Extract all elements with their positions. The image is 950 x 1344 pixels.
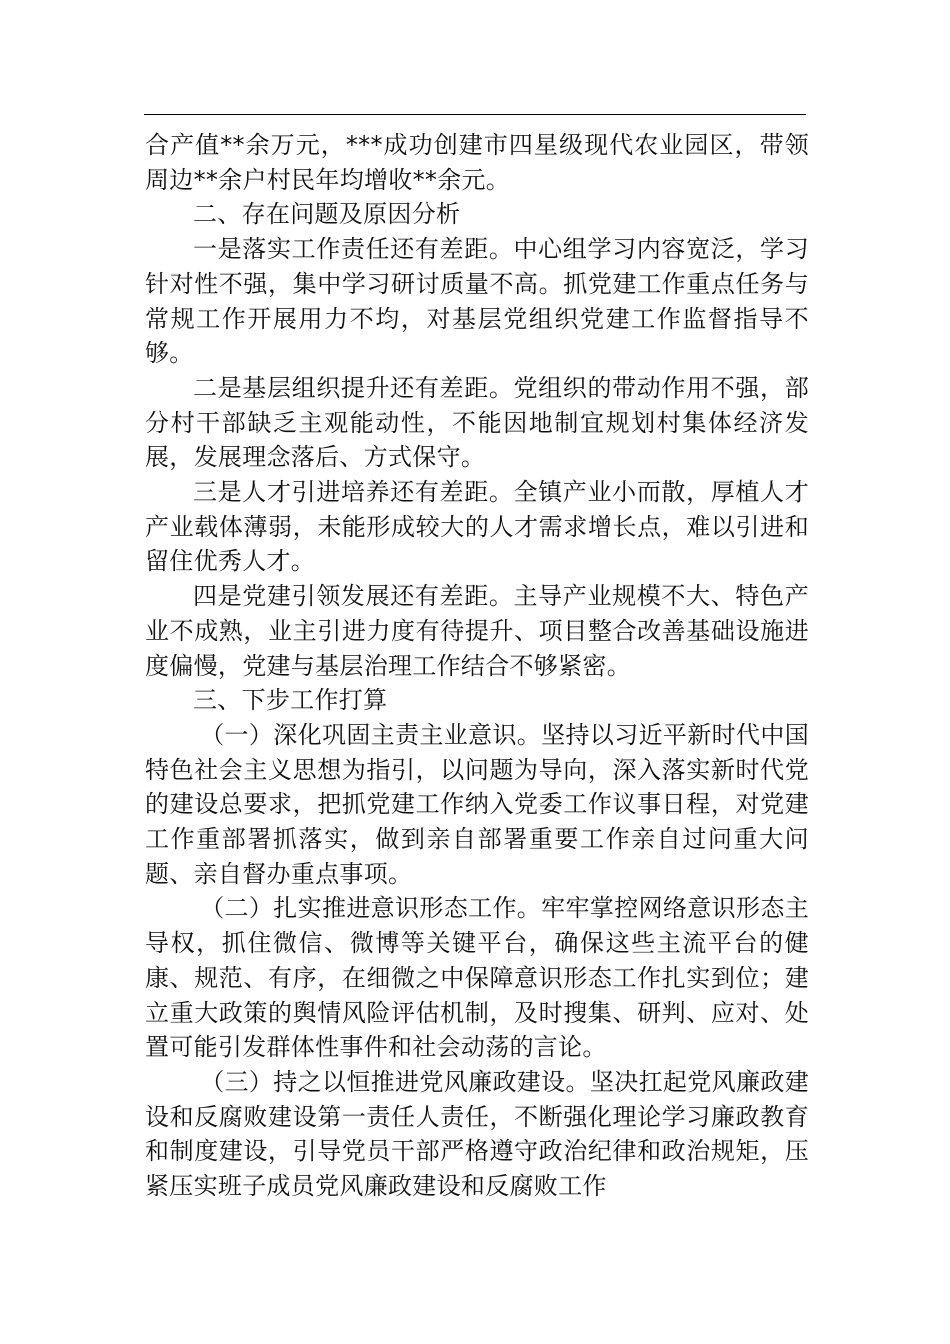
header-rule: [144, 114, 806, 115]
paragraph-organization-gap: 二是基层组织提升还有差距。党组织的带动作用不强，部分村干部缺乏主观能动性，不能因地制宜规划村集体经济发展，发展理念落后、方式保守。: [145, 373, 809, 472]
section-heading-next-steps: 三、下步工作打算: [193, 686, 388, 715]
paragraph-talent-gap: 三是人才引进培养还有差距。全镇产业小而散，厚植人才产业载体薄弱，未能形成较大的人才需求增长点，难以引进和留住优秀人才。: [145, 478, 809, 576]
paragraph-plan-3: （三）持之以恒推进党风廉政建设。坚决扛起党风廉政建设和反腐败建设第一责任人责任，不断强化理论学习廉政教育和制度建设，引导党员干部严格遵守政治纪律和政治规矩，压紧压实班子成员党风廉政建设和反腐败工作: [145, 1067, 809, 1201]
paragraph-development-gap: 四是党建引领发展还有差距。主导产业规模不大、特色产业不成熟，业主引进力度有待提升、项目整合改善基础设施进度偏慢，党建与基层治理工作结合不够紧密。: [145, 582, 809, 680]
paragraph-responsibility-gap: 一是落实工作责任还有差距。中心组学习内容宽泛，学习针对性不强，集中学习研讨质量不高。抓党建工作重点任务与常规工作开展用力不均，对基层党组织党建工作监督指导不够。: [145, 235, 809, 368]
section-heading-problems: 二、存在问题及原因分析: [193, 200, 461, 229]
paragraph-plan-2: （二）扎实推进意识形态工作。牢牢掌控网络意识形态主导权，抓住微信、微博等关键平台，确保这些主流平台的健康、规范、有序，在细微之中保障意识形态工作扎实到位；建立重大政策的舆情风险评估机制，及时搜集、研判、应对、处置可能引发群体性事件和社会动荡的言论。: [145, 894, 809, 1062]
paragraph-plan-1: （一）深化巩固主责主业意识。坚持以习近平新时代中国特色社会主义思想为指引，以问题为导向，深入落实新时代党的建设总要求，把抓党建工作纳入党委工作议事日程，对党建工作重部署抓落实，做到亲自部署重要工作亲自过问重大问题、亲自督办重点事项。: [145, 720, 809, 888]
paragraph-continuation: 合产值**余万元，***成功创建市四星级现代农业园区，带领周边**余户村民年均增收**余元。: [145, 131, 809, 194]
document-body: [145, 128, 809, 1204]
